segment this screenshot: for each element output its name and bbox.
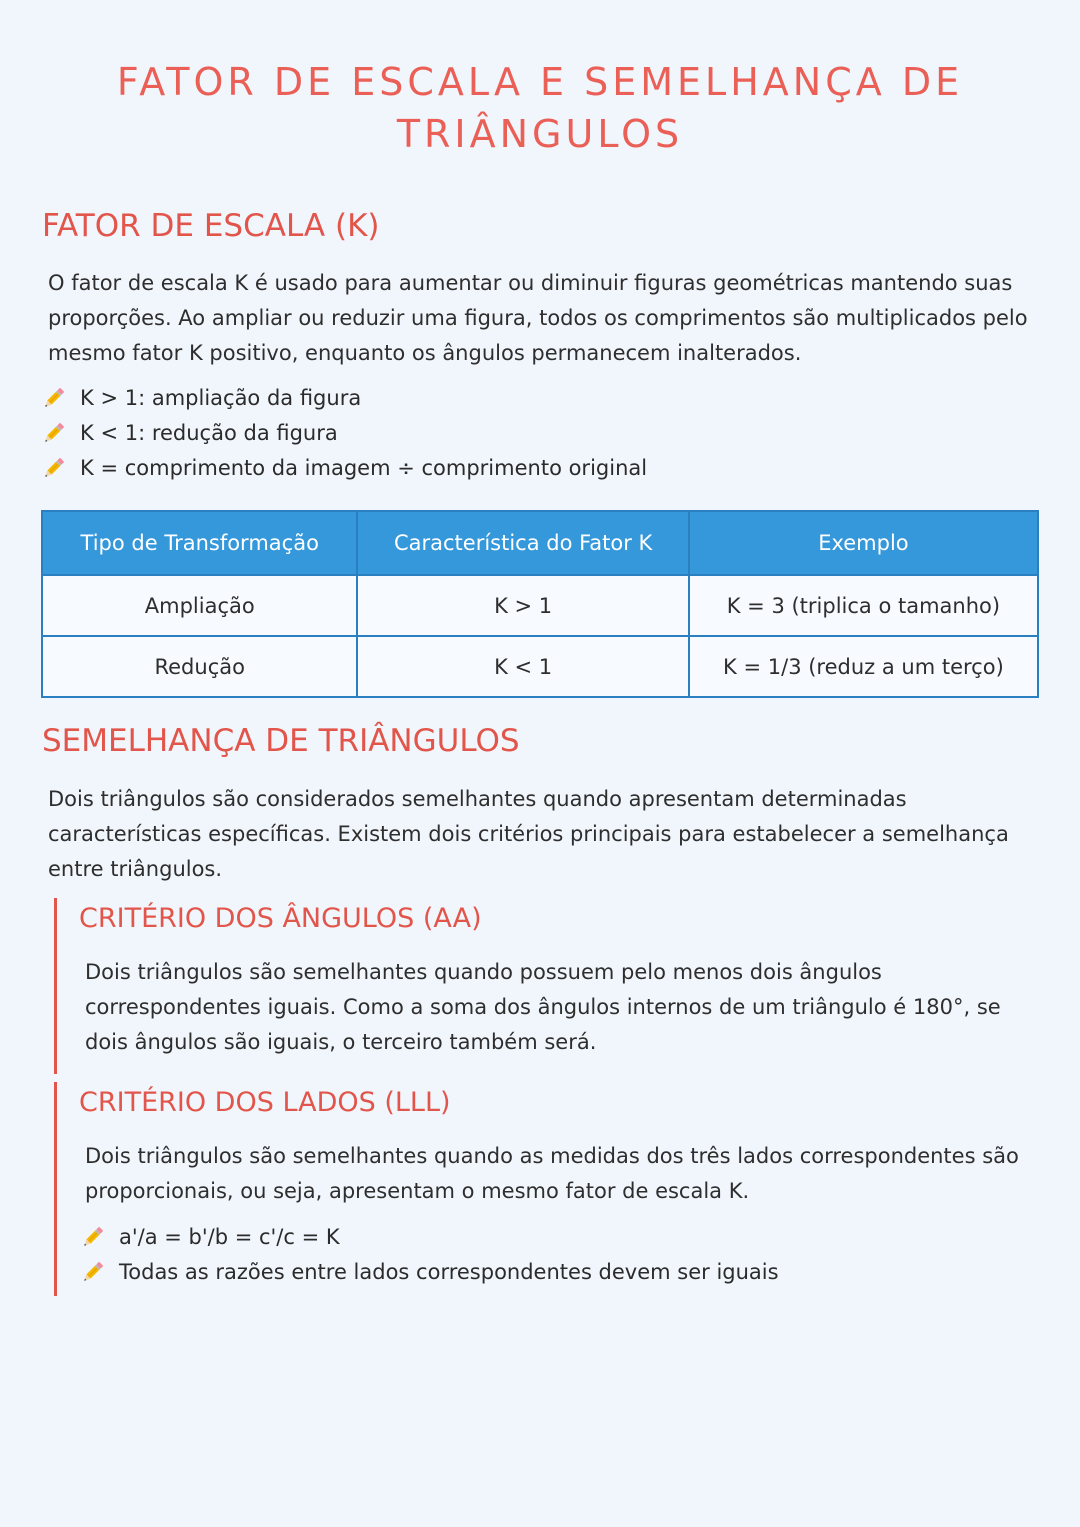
table-header-row [42,511,1038,575]
pencil-icon [40,386,66,412]
scale-factor-paragraph: O fator de escala K é usado para aumentar ou diminuir figuras geométricas mantendo suas proporções. Ao ampliar ou reduzir uma figura, todos os comprimentos são multiplicados pelo mesmo fator K positivo, enquanto os ângulos permanecem inalterados. [48,271,1028,365]
transformation-table [41,510,1039,698]
table-row [42,636,1038,697]
table-cell: Ampliação [42,575,357,636]
list-item [79,1220,779,1255]
list-item [79,1255,779,1290]
criterion-angles-heading: CRITÉRIO DOS ÂNGULOS (AA) [79,903,482,934]
criterion-sides-bullet-list [79,1220,779,1290]
criterion-sides-heading: CRITÉRIO DOS LADOS (LLL) [79,1087,451,1118]
table-cell: K > 1 [357,575,688,636]
table-header-cell: Exemplo [689,511,1038,575]
list-item-text: K < 1: redução da figura [80,421,338,445]
criterion-sides-paragraph: Dois triângulos são semelhantes quando as medidas dos três lados correspondentes são proporcionais, ou seja, apresentam o mesmo fator de escala K. [85,1144,1019,1203]
list-item-text: K = comprimento da imagem ÷ comprimento original [80,456,648,480]
criterion-angles-block [54,898,1047,1074]
page-title [0,56,1080,160]
table-header-cell: Característica do Fator K [357,511,688,575]
table-cell: K < 1 [357,636,688,697]
table-cell: Redução [42,636,357,697]
table-row [42,575,1038,636]
scale-factor-bullet-list [40,381,647,486]
pencil-icon [79,1260,105,1286]
pencil-icon [40,421,66,447]
criterion-angles-paragraph: Dois triângulos são semelhantes quando possuem pelo menos dois ângulos correspondentes iguais. Como a soma dos ângulos internos de um triângulo é 180°, se dois ângulos são iguais, o terceiro também será. [85,960,1001,1054]
page-title-line-2: TRIÂNGULOS [396,112,684,156]
section-heading-triangle-similarity: SEMELHANÇA DE TRIÂNGULOS [42,723,520,759]
list-item-text: Todas as razões entre lados correspondentes devem ser iguais [119,1260,779,1284]
list-item-text: a'/a = b'/b = c'/c = K [119,1225,340,1249]
section-heading-scale-factor: FATOR DE ESCALA (K) [42,208,380,244]
table-cell: K = 1/3 (reduz a um terço) [689,636,1038,697]
list-item-text: K > 1: ampliação da figura [80,386,362,410]
page-title-line-1: FATOR DE ESCALA E SEMELHANÇA DE [116,60,964,104]
pencil-icon [40,456,66,482]
criterion-sides-block [54,1082,1047,1296]
table-cell: K = 3 (triplica o tamanho) [689,575,1038,636]
list-item [40,381,647,416]
list-item [40,451,647,486]
list-item [40,416,647,451]
triangle-similarity-paragraph: Dois triângulos são considerados semelhantes quando apresentam determinadas características específicas. Existem dois critérios principais para estabelecer a semelhança entre triângulos. [48,787,1009,881]
table-header-cell: Tipo de Transformação [42,511,357,575]
pencil-icon [79,1225,105,1251]
